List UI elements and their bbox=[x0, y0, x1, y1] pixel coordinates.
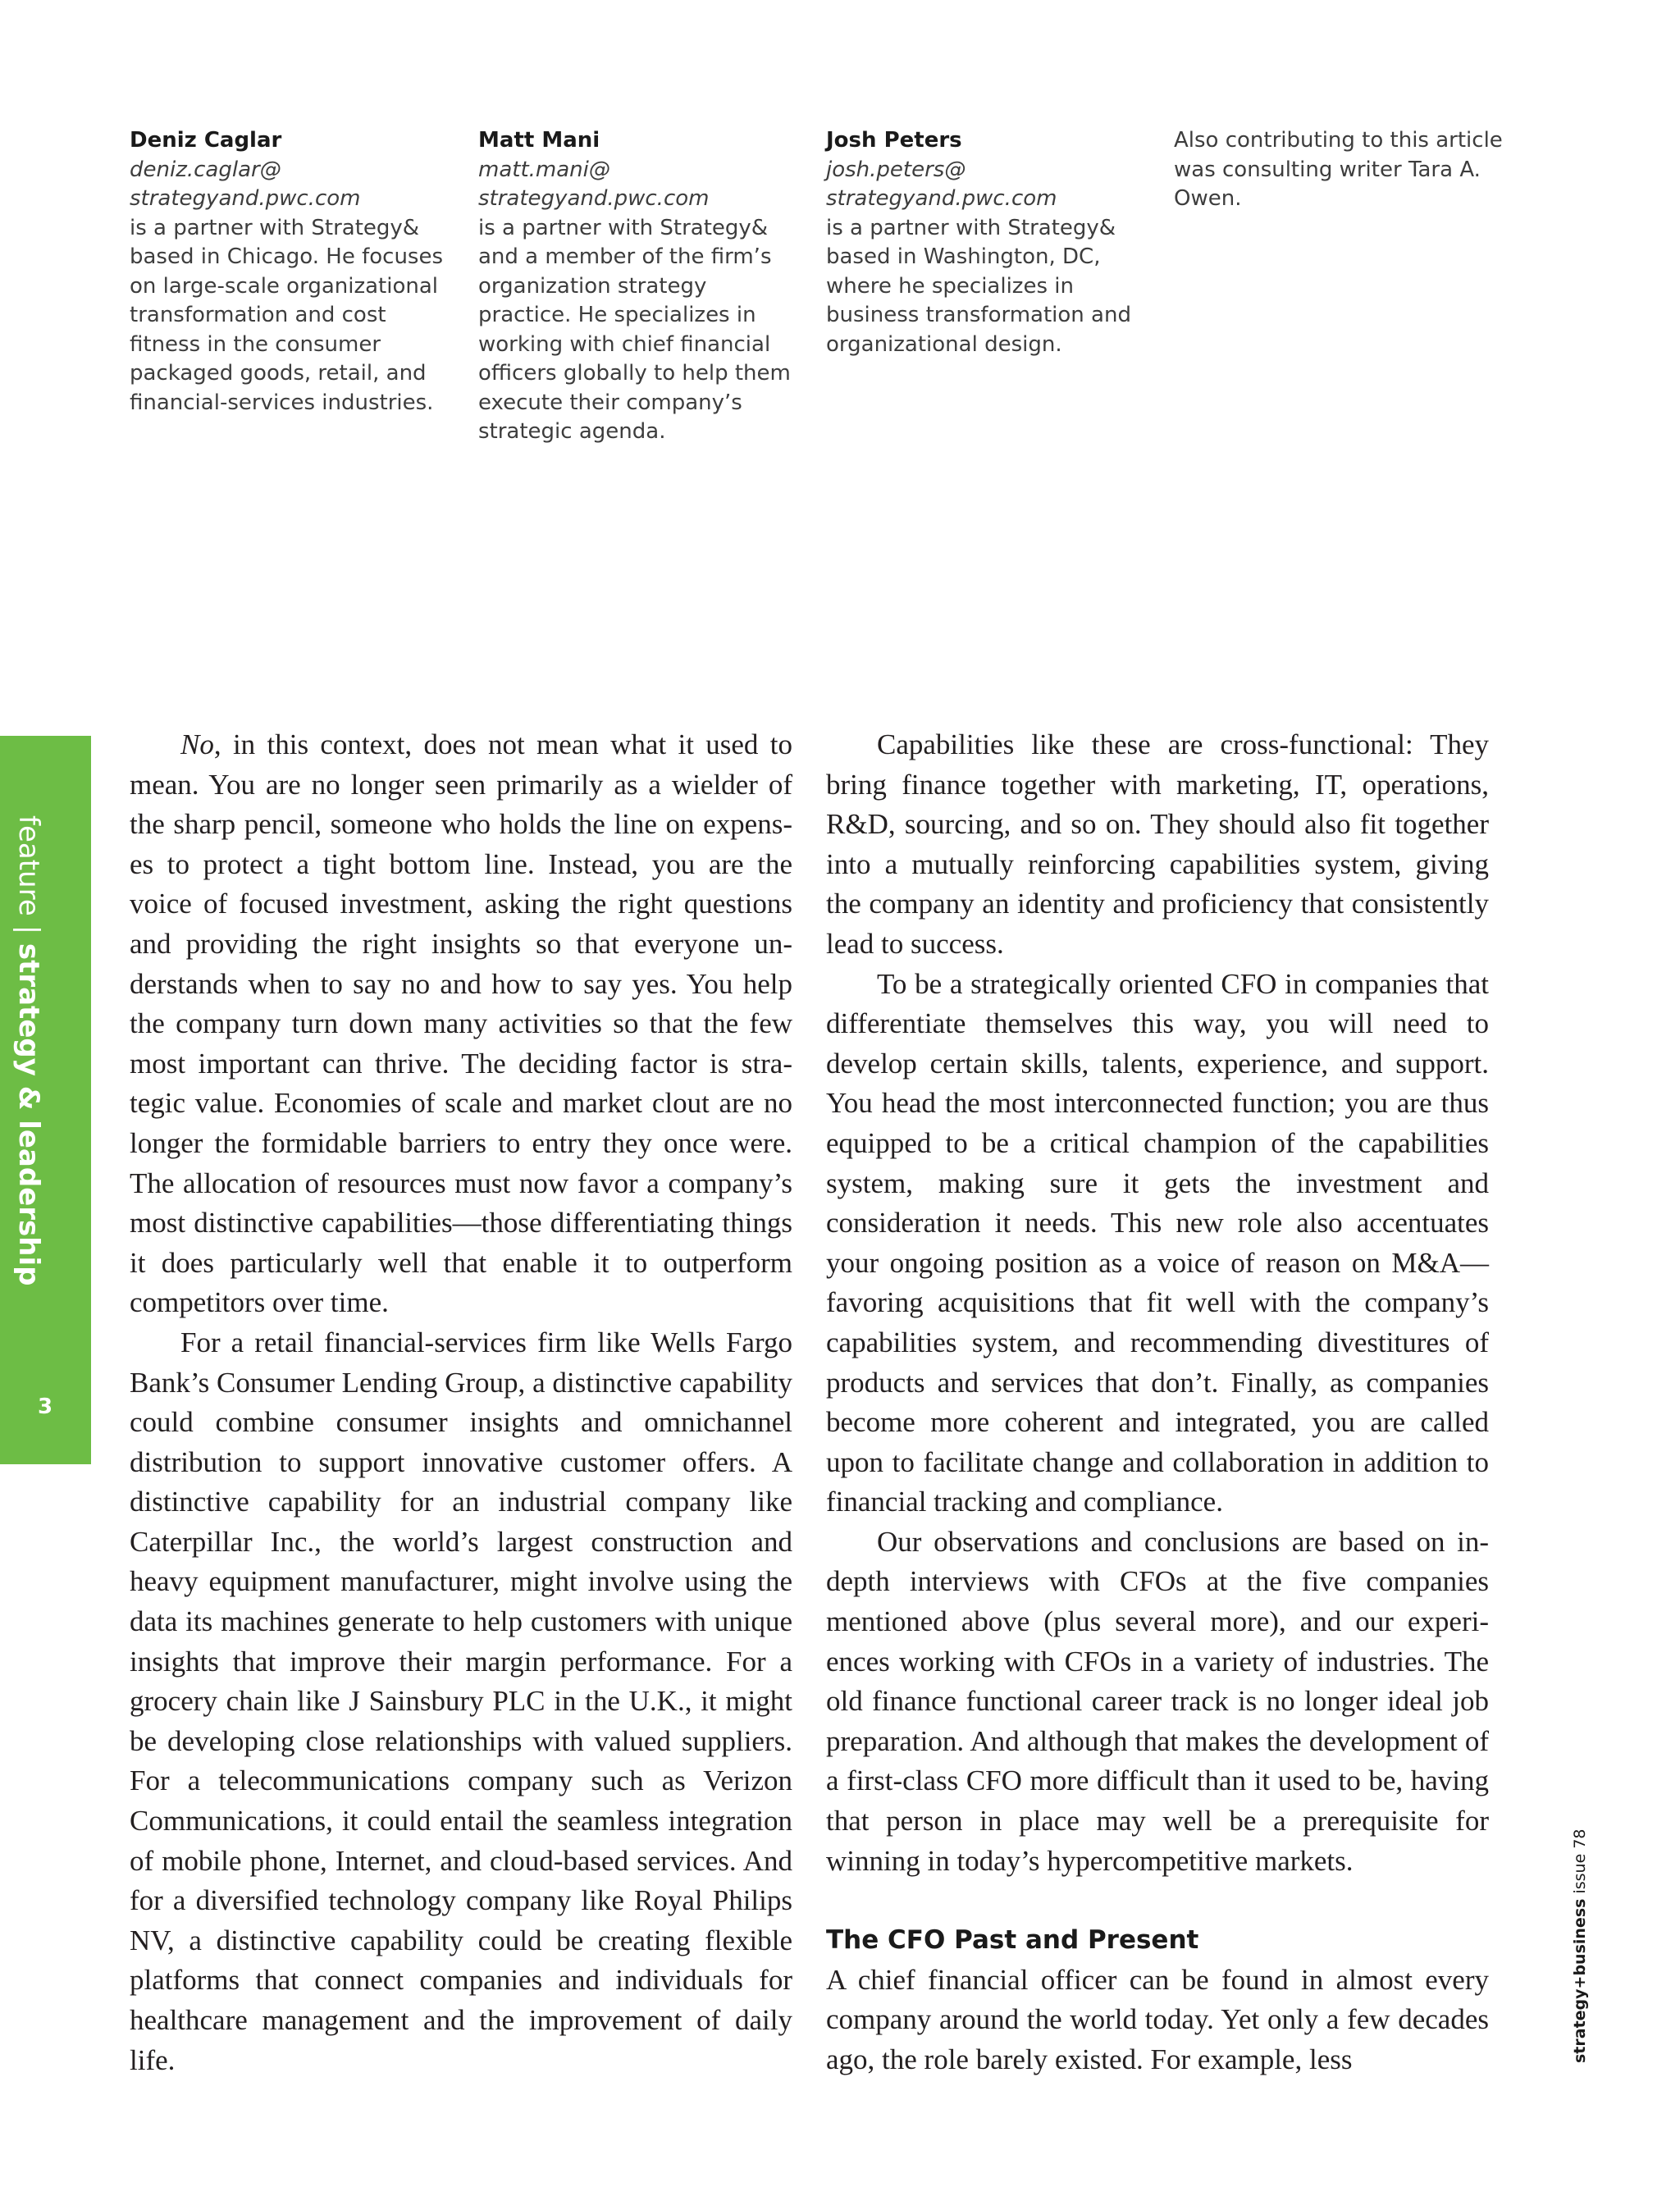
author-bio: is a partner with Strategy& and a member of the firm’s organization strategy practice. He specializes in working with chief financial officers globally to help them execute their company’s strategic agenda. bbox=[478, 215, 791, 444]
separator: | bbox=[12, 924, 45, 935]
section-heading: The CFO Past and Present bbox=[826, 1925, 1199, 1956]
page-number: 3 bbox=[37, 1395, 53, 1419]
author-name: Josh Peters bbox=[826, 128, 962, 153]
author-email[interactable]: josh.peters@ strategyand.pwc.com bbox=[826, 157, 1057, 211]
feature-label: feature bbox=[12, 815, 45, 916]
section-name: strategy & leadership bbox=[12, 943, 45, 1286]
section-label bbox=[12, 815, 45, 1285]
author-email[interactable]: matt.mani@ strategyand.pwc.com bbox=[478, 157, 710, 211]
publication-footer bbox=[1571, 1828, 1589, 2063]
author-card bbox=[478, 126, 806, 447]
lead-word: No bbox=[180, 728, 214, 760]
author-name: Matt Mani bbox=[478, 128, 600, 153]
contributor-note: Also contributing to this article was consulting writer Tara A. Owen. bbox=[1174, 128, 1503, 211]
author-bio: is a partner with Strategy& based in Washington, DC, where he specializes in business transformation and organizational design. bbox=[826, 215, 1131, 357]
paragraph: For a retail financial-services firm like Wells Fargo Bank’s Consumer Lending Group, a distinctive capability could combine consumer insights and omnichannel distribution to support innovative customer offers. A distinctive capability for an industrial company like Caterpillar Inc., the world’s largest construction and heavy equipment manufacturer, might involve using the data its machines generate to help customers with unique insights that improve their margin performance. For a grocery chain like J Sainsbury PLC in the U.K., it might be developing close relationships with valued suppliers. For a telecommunications company such as Verizon Communications, it could entail the seamless integration of mobile phone, Internet, and cloud-based services. And for a diversified technology company like Royal Philips NV, a distinctive capability could be creating flexible platforms that connect companies and individuals for healthcare management and the improvement of daily life. bbox=[130, 1326, 792, 2076]
author-email[interactable]: deniz.caglar@ strategyand.pwc.com bbox=[130, 157, 361, 211]
author-name: Deniz Caglar bbox=[130, 128, 282, 153]
issue-number: issue 78 bbox=[1571, 1828, 1589, 1899]
paragraph: Capabilities like these are cross-functional: They bring finance together with marketing, IT, operations, R&D, sourcing, and so on. They should also fit together into a mutually reinforcing capabilities system, giving the company an identity and proficiency that consistently lead to success. bbox=[826, 728, 1489, 960]
paragraph: A chief financial officer can be found in almost every company around the world today. Yet only a few decades ago, the role barely existed. For example, less bbox=[826, 1963, 1489, 2075]
body-column-left bbox=[130, 725, 792, 2080]
publication-name: strategy+business bbox=[1571, 1898, 1589, 2063]
paragraph: No, in this context, does not mean what it used to mean. You are no longer seen primarily as a wielder of the sharp pencil, someone who holds the line on expenses to protect a tight bottom line. Instead, you are the voice of focused investment, asking the right questions and providing the right insights so that everyone understands when to say no and how to say yes. You help the company turn down many activities so that the few most important can thrive. The deciding factor is strategic value. Economies of scale and market clout are no longer the formidable barriers to entry they once were. The allocation of resources must now favor a company’s most distinctive capabilities—those differentiating things it does particularly well that enable it to outperform competitors over time. bbox=[130, 728, 792, 1319]
body-column-right bbox=[826, 725, 1489, 2080]
author-card bbox=[130, 126, 458, 418]
paragraph: To be a strategically oriented CFO in companies that differentiate themselves this way, you will need to develop certain skills, talents, experience, and support. You head the most interconnected function; you are thus equipped to be a critical champion of the capabilities system, making sure it gets the investment and consideration it needs. This new role also accentuates your ongoing position as a voice of reason on M&A—favoring acquisitions that fit well with the company’s capabilities system, and recommending divestitures of products and services that don’t. Finally, as companies become more coherent and integrated, you are called upon to facilitate change and collaboration in addition to financial tracking and compliance. bbox=[826, 967, 1489, 1518]
paragraph: Our observations and conclusions are based on in-depth interviews with CFOs at the five companies mentioned above (plus several more), and our experiences working with CFOs in a variety of industries. The old finance functional career track is no longer ideal job preparation. And although that makes the development of a first-class CFO more difficult than it used to be, having that person in place may well be a prerequisite for winning in today’s hypercompetitive markets. bbox=[826, 1525, 1489, 1877]
author-bio: is a partner with Strategy& based in Chicago. He focuses on large-scale organizational transformation and cost fitness in the consumer packaged goods, retail, and financial-services industries. bbox=[130, 215, 444, 415]
author-card bbox=[826, 126, 1154, 359]
